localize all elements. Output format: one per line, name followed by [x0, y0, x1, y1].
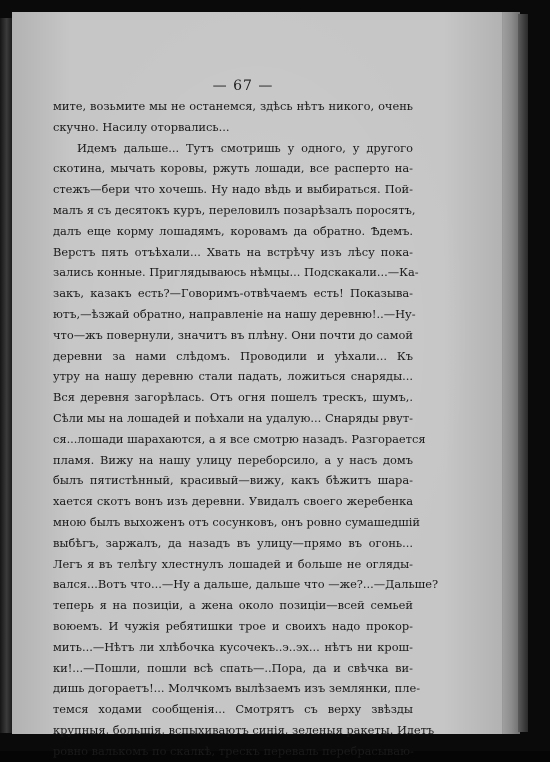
text-line: ки!...—Пошли, пошли всѣ спать—..Пора, да и свѣчка ви-	[53, 660, 413, 675]
previous-page-edge	[0, 18, 12, 733]
text-line: зались конные. Приглядываюсь нѣмцы... Подскакали...—Ка-	[53, 265, 419, 280]
text-line: деревни за нами слѣдомъ. Проводили и уѣхали... Къ	[53, 348, 413, 363]
text-line: Верстъ пять отъѣхали... Хвать на встрѣчу изъ лѣсу пока-	[53, 244, 413, 259]
text-line: Идемъ дальше... Тутъ смотришь у одного, у другого	[77, 140, 413, 155]
text-line: Вся деревня загорѣлась. Отъ огня пошелъ трескъ, шумъ,.	[53, 390, 413, 405]
text-line: воюемъ. И чужія ребятишки трое и своихъ надо прокор-	[53, 618, 413, 633]
text-line: былъ пятистѣнный, красивый—вижу, какъ бѣжитъ шара-	[53, 473, 413, 488]
text-line: мною былъ выхоженъ отъ сосунковъ, онъ ровно сумашедшій	[53, 514, 420, 529]
text-line: выбѣгъ, заржалъ, да назадъ въ улицу—прямо въ огонь...	[53, 535, 413, 550]
text-line: крупныя, большія, вспыхиваютъ синія, зеленыя ракеты. Идетъ	[53, 722, 435, 737]
text-line: мить...—Нѣтъ ли хлѣбочка кусочекъ..э..эх... нѣтъ ни крош-	[53, 639, 413, 654]
text-line: что—жъ повернули, значитъ въ плѣну. Они почти до самой	[53, 327, 413, 342]
page-number: — 67 —	[212, 78, 274, 94]
text-line: скучно. Насилу оторвались...	[53, 119, 230, 134]
text-line: утру на нашу деревню стали падать, ложиться снаряды...	[53, 369, 413, 384]
body-text	[53, 96, 439, 762]
text-line: мите, возьмите мы не останемся, здѣсь нѣтъ никого, очень	[53, 99, 413, 113]
text-line: дишь догораетъ!... Молчкомъ вылѣзаемъ изъ землянки, пле-	[53, 681, 421, 696]
text-line: стежъ—бери что хочешь. Ну надо вѣдь и выбираться. Пой-	[53, 182, 413, 197]
text-line: теперь я на позиціи, а жена около позиціи—всей семьей	[53, 598, 413, 613]
text-line: пламя. Вижу на нашу улицу переборсило, а у насъ домъ	[53, 452, 413, 467]
text-line: вался...Вотъ что...—Ну а дальше, дальше что —же?...—Дальше?	[53, 577, 439, 592]
text-line: закъ, казакъ есть?—Говоримъ-отвѣчаемъ есть! Показыва-	[53, 286, 413, 301]
text-line: темся ходами сообщенія... Смотрятъ съ верху звѣзды	[53, 702, 413, 717]
book-spine-shadow	[518, 14, 528, 732]
text-line: ровно валькомъ по скалкѣ, трескъ переваль перебрасываю-	[53, 743, 414, 758]
text-line: малъ я съ десятокъ куръ, переловилъ позарѣзалъ поросятъ,	[53, 202, 416, 217]
text-line: Легъ я въ телѣгу хлестнулъ лошадей и больше не огляды-	[53, 556, 413, 571]
text-line: Сѣли мы на лошадей и поѣхали на удалую... Снаряды рвут-	[53, 410, 413, 425]
text-line: ютъ,—ѣзжай обратно, направленіе на нашу деревню!..—Ну-	[53, 306, 416, 321]
text-line: ся...лошади шарахаются, а я все смотрю назадъ. Разгорается	[53, 431, 426, 446]
text-line: далъ еще корму лошадямъ, коровамъ да обратно. Ѣдемъ.	[53, 223, 413, 238]
text-line: скотина, мычать коровы, ржуть лошади, все расперто на-	[53, 161, 413, 176]
text-line: хается скотъ вонъ изъ деревни. Увидалъ своего жеребенка	[53, 494, 413, 509]
